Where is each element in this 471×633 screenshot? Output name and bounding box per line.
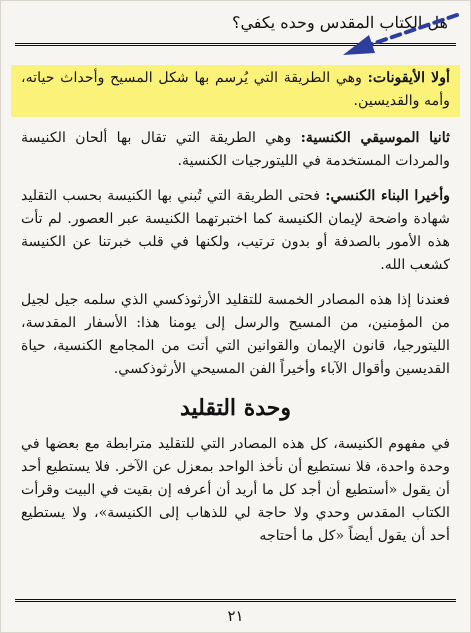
- annotation-arrow-icon: [339, 11, 461, 59]
- paragraph-icons: [11, 65, 460, 117]
- paragraph-text: في مفهوم الكنيسة، كل هذه المصادر التي للتقليد مترابطة مع بعضها في وحدة واحدة، فلا نستطيع أن نأخذ الواحد بمعزل عن الآخر. فلا يستطيع أحد أن يقول «أستطيع أن أجد كل ما أريد أن أعرفه إن بقيت في البيت وقرأت الكتاب المقدس وحدي ولا حاجة لي للذهاب إلى الكنيسة»، ولا يستطيع أحد أن يقول أيضاً «كل ما أحتاجه: [21, 436, 450, 544]
- page-number: ٢١: [227, 607, 244, 625]
- paragraph-building: [21, 185, 450, 277]
- footer-rule: [15, 599, 456, 602]
- paragraph-lead: وأخيرا البناء الكنسي:: [325, 188, 451, 204]
- paragraph-text: وهي الطريقة التي يُرسم بها شكل المسيح وأحداث حياته، وأمه والقديسين.: [21, 70, 450, 109]
- section-heading: وحدة التقليد: [179, 395, 291, 421]
- paragraph-text: فعندنا إذا هذه المصادر الخمسة للتقليد الأرثوذكسي الذي سلمه جيل لجيل من المؤمنين، من المسيح والرسل إلى يومنا هذا: الأسفار المقدسة، الليتورجيا، قانون الإيمان والقوانين التي أتت من المجامع الكنسية، حياة القديسين وأقوال الآباء وأخيراً الفن المسيحي الأرثوذكسي.: [21, 292, 450, 377]
- paragraph-unity: [21, 433, 450, 548]
- paragraph-lead: ثانيا الموسيقي الكنسية:: [300, 130, 450, 146]
- paragraph-sources: [21, 289, 450, 381]
- header-title: هل الكتاب المقدس وحده يكفي؟: [231, 13, 448, 32]
- paragraph-lead: أولا الأيقونات:: [367, 70, 450, 86]
- paragraph-text: فحتى الطريقة التي تُبني بها الكنيسة بحسب التقليد شهادة واضحة لإيمان الكنيسة كما اختبرتهما الكنيسة عبر العصور. لم تأت هذه الأمور بالصدفة أو بدون ترتيب، ولكنها في قلب خبرتنا عن الكنيسة كشعب الله.: [21, 188, 450, 273]
- paragraph-music: [21, 127, 450, 173]
- paragraph-text: وهي الطريقة التي تقال بها ألحان الكنيسة والمردات المستخدمة في الليتورجيات الكنسية.: [21, 130, 450, 169]
- page-content: [21, 67, 450, 560]
